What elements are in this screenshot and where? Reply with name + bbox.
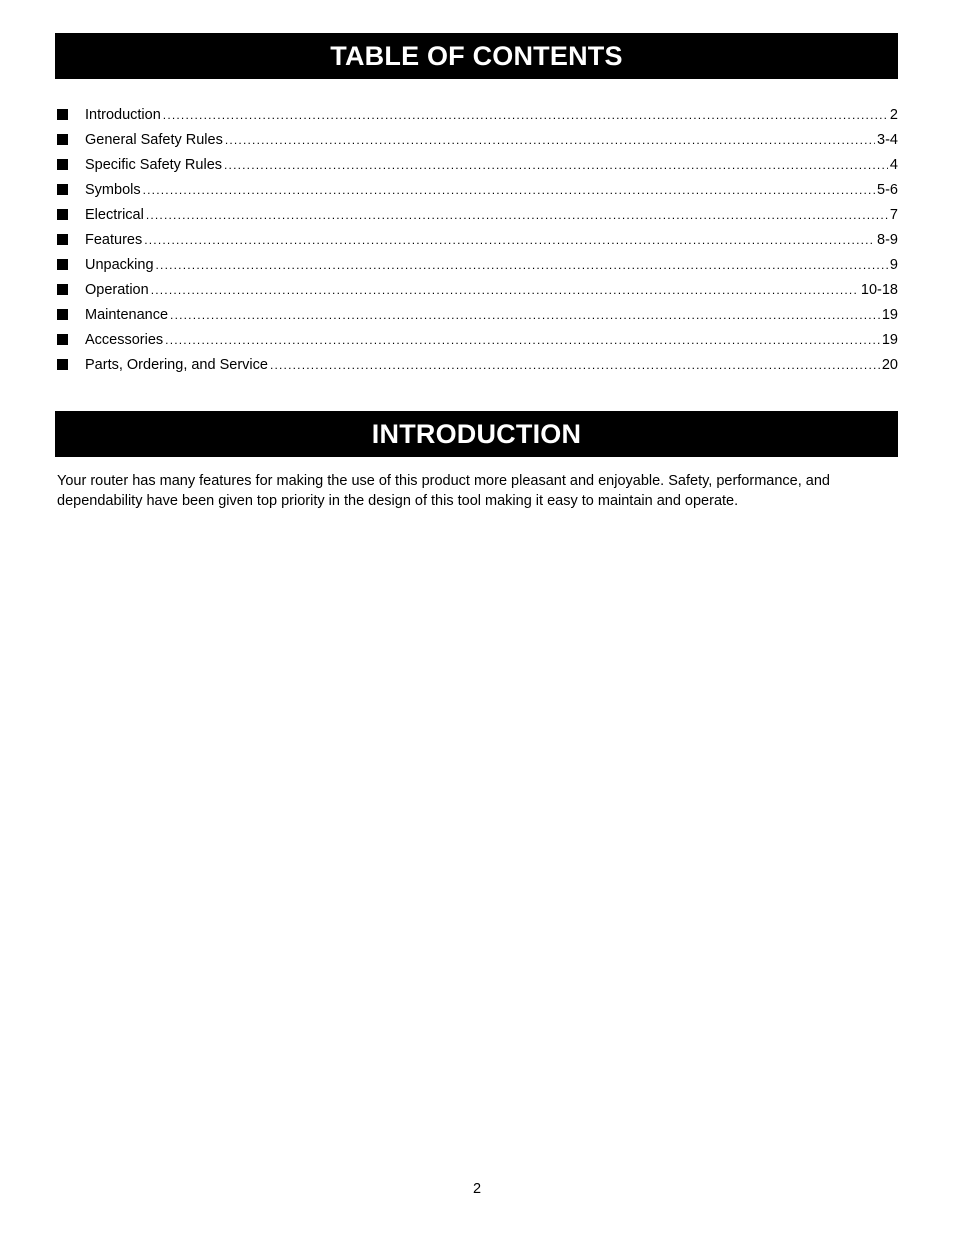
toc-item-general-safety-rules[interactable] xyxy=(55,128,898,153)
dot-leader xyxy=(151,278,859,303)
square-bullet-icon xyxy=(57,159,68,170)
toc-item-electrical[interactable] xyxy=(55,203,898,228)
dot-leader xyxy=(146,203,888,228)
introduction-heading: INTRODUCTION xyxy=(55,411,898,457)
dot-leader xyxy=(156,253,888,278)
toc-item-label: Introduction xyxy=(85,107,161,123)
toc-item-page: 3-4 xyxy=(877,132,898,148)
square-bullet-icon xyxy=(57,309,68,320)
square-bullet-icon xyxy=(57,334,68,345)
toc-item-label: Features xyxy=(85,232,143,248)
toc-item-label: Symbols xyxy=(85,182,141,198)
square-bullet-icon xyxy=(57,234,68,245)
toc-item-page: 19 xyxy=(881,307,898,323)
dot-leader xyxy=(144,228,875,253)
toc-list xyxy=(55,103,898,378)
toc-item-specific-safety-rules[interactable] xyxy=(55,153,898,178)
toc-item-maintenance[interactable] xyxy=(55,303,898,328)
introduction-body: Your router has many features for making the use of this product more pleasant and enjoyable. Safety, performance, and dependability have been given top priority in the design of this tool making it easy to maintain and operate. xyxy=(57,473,830,509)
square-bullet-icon xyxy=(57,134,68,145)
toc-item-page: 19 xyxy=(881,332,898,348)
toc-item-introduction[interactable] xyxy=(55,103,898,128)
toc-item-label: General Safety Rules xyxy=(85,132,223,148)
toc-item-page: 10-18 xyxy=(860,282,898,298)
toc-item-label: Unpacking xyxy=(85,257,154,273)
toc-item-page: 2 xyxy=(889,107,898,123)
toc-item-page: 8-9 xyxy=(877,232,898,248)
toc-item-accessories[interactable] xyxy=(55,328,898,353)
toc-item-features[interactable] xyxy=(55,228,898,253)
square-bullet-icon xyxy=(57,184,68,195)
toc-item-label: Operation xyxy=(85,282,149,298)
toc-item-label: Specific Safety Rules xyxy=(85,157,223,173)
toc-item-page: 7 xyxy=(889,207,898,223)
toc-heading: TABLE OF CONTENTS xyxy=(55,33,898,79)
dot-leader xyxy=(224,153,888,178)
toc-item-label: Parts, Ordering, and Service xyxy=(85,357,268,373)
square-bullet-icon xyxy=(57,209,68,220)
page-number: 2 xyxy=(472,1181,482,1197)
square-bullet-icon xyxy=(57,284,68,295)
toc-item-label: Accessories xyxy=(85,332,164,348)
toc-item-unpacking[interactable] xyxy=(55,253,898,278)
toc-item-page: 20 xyxy=(881,357,898,373)
toc-item-operation[interactable] xyxy=(55,278,898,303)
dot-leader xyxy=(225,128,875,153)
toc-item-parts-ordering-service[interactable] xyxy=(55,353,898,378)
toc-item-label: Electrical xyxy=(85,207,144,223)
dot-leader xyxy=(165,328,880,353)
dot-leader xyxy=(143,178,875,203)
toc-item-page: 9 xyxy=(889,257,898,273)
dot-leader xyxy=(170,303,880,328)
square-bullet-icon xyxy=(57,259,68,270)
square-bullet-icon xyxy=(57,359,68,370)
toc-item-symbols[interactable] xyxy=(55,178,898,203)
toc-item-page: 5-6 xyxy=(877,182,898,198)
dot-leader xyxy=(270,353,880,378)
square-bullet-icon xyxy=(57,109,68,120)
dot-leader xyxy=(163,103,888,128)
toc-item-label: Maintenance xyxy=(85,307,169,323)
toc-item-page: 4 xyxy=(889,157,898,173)
